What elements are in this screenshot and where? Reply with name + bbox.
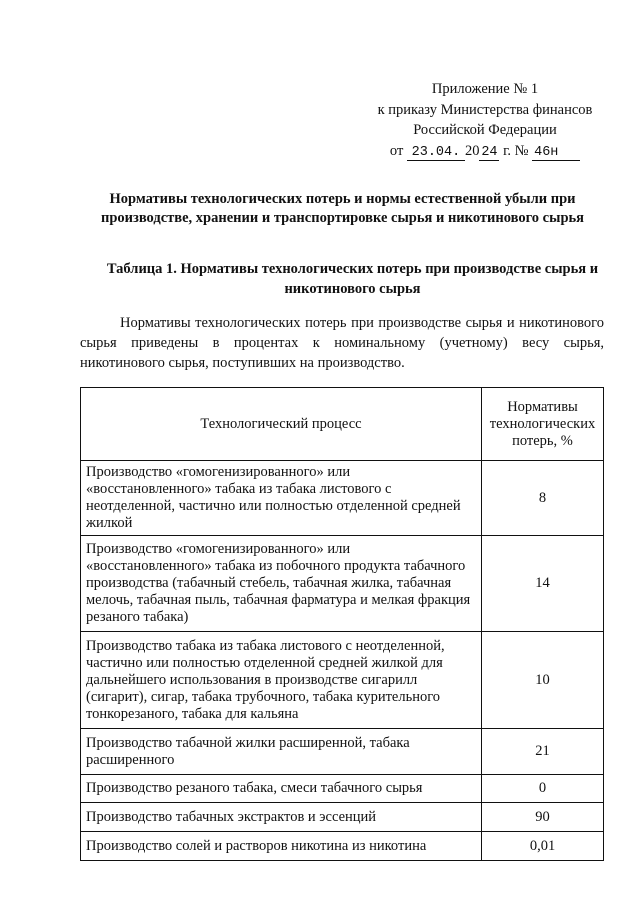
order-number-field: 46н [532,145,580,161]
process-cell: Производство табачной жилки расширенной, табака расширенного [81,729,482,775]
table-row [81,832,604,861]
table-row [81,461,604,536]
date-day-field: 23.04. [407,145,465,161]
process-cell: Производство табака из табака листового с неотделенной, частично или полностью отделенной средней жилкой для дальнейшего использования в производстве сигарилл (сигарит), сигар, табака трубочного, табака курительного тонкорезаного, табака для кальяна [81,632,482,729]
process-cell: Производство табачных экстрактов и эссенций [81,803,482,832]
appendix-order-ref: к приказу Министерства финансов [377,101,593,118]
appendix-header [330,79,640,161]
table-row [81,729,604,775]
norm-cell: 90 [482,803,604,832]
date-century: 20 [464,142,480,159]
table-row [81,536,604,632]
process-cell: Производство резаного табака, смеси табачного сырья [81,775,482,803]
header-process: Технологический процесс [81,388,482,461]
norm-cell: 21 [482,729,604,775]
norm-cell: 8 [482,461,604,536]
table-row [81,803,604,832]
date-prefix: от [389,142,404,159]
process-cell: Производство «гомогенизированного» или «восстановленного» табака из побочного продукта табачного производства (табачный стебель, табачная жилка, табачная мелочь, табачная пыль, табачная фарматура и мелкая фракция резаного табака) [81,536,482,632]
norm-cell: 10 [482,632,604,729]
appendix-date-line [330,141,640,162]
norms-table [80,387,604,861]
table-row [81,632,604,729]
intro-paragraph: Нормативы технологических потерь при производстве сырья и никотинового сырья приведены в процентах к номинальному (учетному) весу сырья, никотинового сырья, поступивших на производство. [80,315,604,371]
header-norm: Нормативы технологических потерь, % [482,388,604,461]
appendix-number: Приложение № 1 [431,81,539,97]
process-cell: Производство «гомогенизированного» или «восстановленного» табака из табака листового с неотделенной, частично или полностью отделенной средней жилкой [81,461,482,536]
norm-cell: 0,01 [482,832,604,861]
table-row [81,775,604,803]
date-year-field: 24 [481,144,498,160]
order-number-label: г. № [503,142,529,159]
process-cell: Производство солей и растворов никотина из никотина [81,832,482,861]
table-header-row [81,388,604,461]
table-title: Таблица 1. Нормативы технологических потерь при производстве сырья и никотинового сырья [106,261,599,297]
norm-cell: 14 [482,536,604,632]
appendix-country: Российской Федерации [413,122,557,138]
document-title: Нормативы технологических потерь и нормы естественной убыли при производстве, хранении и транспортировке сырья и никотинового сырья [100,191,585,226]
norm-cell: 0 [482,775,604,803]
